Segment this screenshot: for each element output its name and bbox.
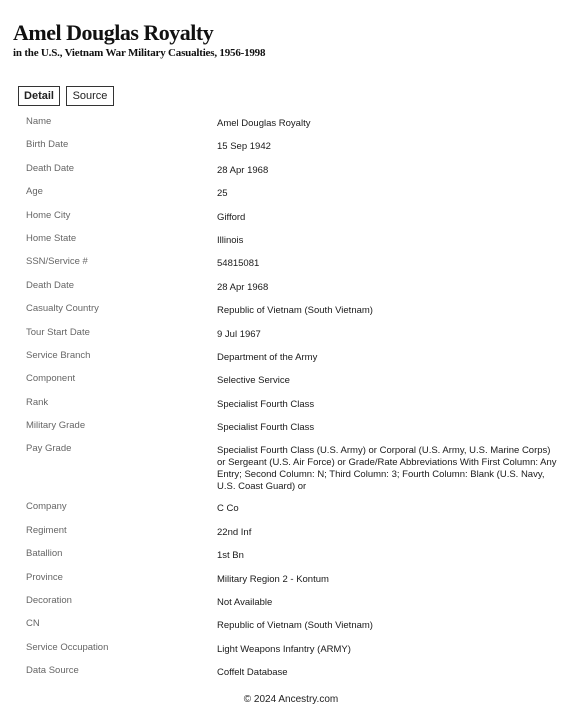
- collection-subtitle: in the U.S., Vietnam War Military Casualties, 1956-1998: [13, 47, 266, 59]
- record-field-label: Rank: [26, 396, 49, 408]
- tab-detail[interactable]: Detail: [18, 86, 60, 106]
- record-row: [0, 230, 582, 253]
- record-field-label: Name: [26, 116, 52, 127]
- record-field-value: Coffelt Database: [217, 667, 288, 679]
- record-field-value: Republic of Vietnam (South Vietnam): [217, 305, 373, 317]
- record-field-label: Data Source: [26, 665, 79, 677]
- record-row: [0, 370, 582, 393]
- record-row: [0, 522, 582, 545]
- record-field-value: Specialist Fourth Class (U.S. Army) or Corporal (U.S. Army, U.S. Marine Corps) or Sergeant (U.S. Air Force) or Grade/Rate Abbreviations With First Column: Any Entry; Second Column: N; Third Column: 3; Fourth Column: Blank (U.S. Navy, U.S. Coast Guard) or: [217, 445, 557, 493]
- record-field-label: Service Occupation: [26, 641, 109, 653]
- record-field-label: Regiment: [26, 524, 67, 536]
- record-field-value: 9 Jul 1967: [217, 328, 261, 340]
- record-detail-table: [0, 113, 582, 686]
- record-row: [0, 113, 582, 136]
- record-field-value: Military Region 2 - Kontum: [217, 573, 329, 585]
- record-field-value: C Co: [217, 503, 239, 515]
- record-field-label: Decoration: [26, 595, 72, 607]
- record-field-value: 28 Apr 1968: [217, 281, 269, 293]
- record-field-value: 25: [217, 188, 228, 200]
- record-field-label: Service Branch: [26, 349, 91, 361]
- record-field-value: 1st Bn: [217, 550, 244, 562]
- record-field-label: Casualty Country: [26, 303, 99, 315]
- record-row: [0, 440, 582, 498]
- record-field-value: Specialist Fourth Class: [217, 398, 315, 410]
- record-field-value: Specialist Fourth Class: [217, 422, 315, 434]
- record-field-label: Pay Grade: [26, 443, 72, 455]
- page-title: Amel Douglas Royalty: [13, 20, 214, 45]
- record-row: [0, 615, 582, 638]
- record-field-label: Military Grade: [26, 420, 86, 432]
- record-field-value: Not Available: [217, 597, 273, 609]
- record-row: [0, 545, 582, 568]
- record-field-label: CN: [26, 618, 40, 630]
- record-field-value: 22nd Inf: [217, 526, 252, 538]
- record-row: [0, 417, 582, 440]
- record-row: [0, 639, 582, 662]
- record-field-value: Illinois: [217, 234, 244, 246]
- record-row: [0, 300, 582, 323]
- record-row: [0, 498, 582, 521]
- record-field-value: Selective Service: [217, 375, 290, 387]
- record-field-label: SSN/Service #: [26, 256, 88, 268]
- record-field-value: 15 Sep 1942: [217, 141, 271, 153]
- record-row: [0, 324, 582, 347]
- record-field-value: Department of the Army: [217, 351, 318, 363]
- record-field-label: Province: [26, 571, 63, 583]
- record-row: [0, 183, 582, 206]
- record-field-label: Company: [26, 501, 67, 513]
- record-row: [0, 160, 582, 183]
- record-row: [0, 592, 582, 615]
- record-field-label: Component: [26, 373, 76, 385]
- record-field-label: Birth Date: [26, 139, 69, 151]
- record-field-label: Death Date: [26, 162, 75, 174]
- record-field-value: 28 Apr 1968: [217, 164, 269, 176]
- record-field-label: Home City: [26, 209, 71, 221]
- record-field-value: Light Weapons Infantry (ARMY): [217, 643, 351, 655]
- record-field-label: Batallion: [26, 548, 63, 560]
- record-row: [0, 569, 582, 592]
- record-row: [0, 347, 582, 370]
- record-field-value: Gifford: [217, 211, 246, 223]
- copyright-footer: © 2024 Ancestry.com: [243, 694, 339, 705]
- record-row: [0, 277, 582, 300]
- record-row: [0, 662, 582, 685]
- tab-source[interactable]: Source: [66, 86, 114, 106]
- record-field-value: 54815081: [217, 258, 260, 270]
- record-field-label: Age: [26, 186, 43, 198]
- record-row: [0, 394, 582, 417]
- record-row: [0, 207, 582, 230]
- record-field-label: Death Date: [26, 279, 75, 291]
- record-row: [0, 253, 582, 276]
- record-field-value: Republic of Vietnam (South Vietnam): [217, 620, 373, 632]
- record-row: [0, 136, 582, 159]
- record-field-label: Home State: [26, 232, 77, 244]
- record-field-label: Tour Start Date: [26, 326, 90, 338]
- record-field-value: Amel Douglas Royalty: [217, 118, 311, 129]
